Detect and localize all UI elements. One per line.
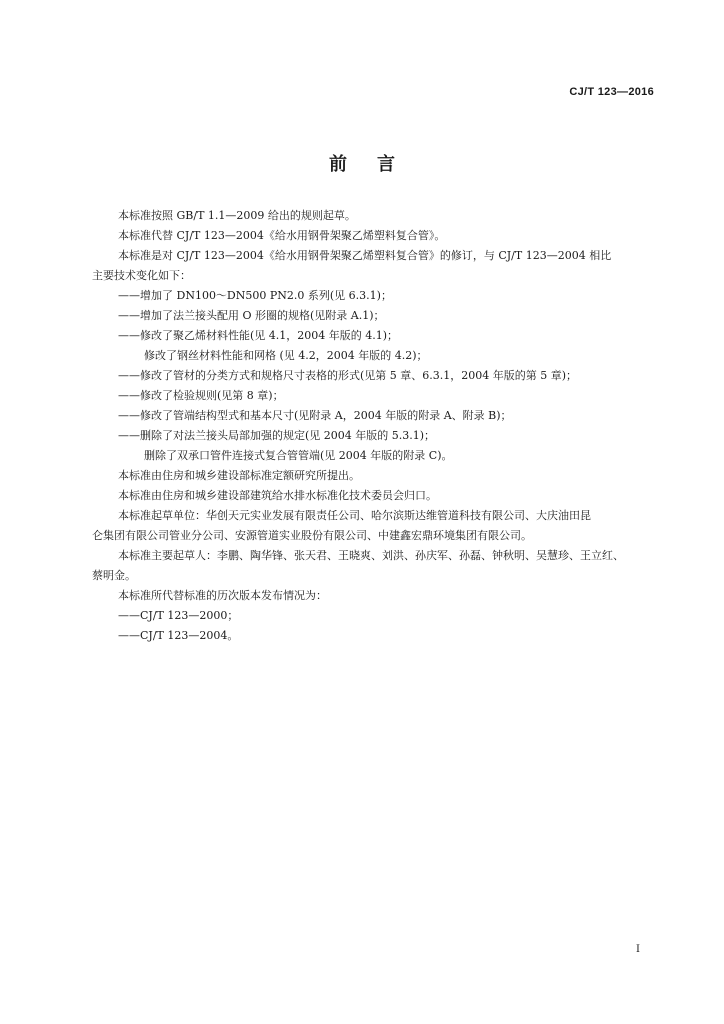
paragraph: 本标准由住房和城乡建设部标准定额研究所提出。 <box>118 469 360 482</box>
change-item: ——修改了聚乙烯材料性能(见 4.1，2004 年版的 4.1)； <box>118 329 399 342</box>
foreword-body <box>92 206 656 646</box>
version-item: ——CJ/T 123—2004。 <box>118 629 239 642</box>
paragraph: 本标准所代替标准的历次版本发布情况为： <box>118 589 327 602</box>
change-item: ——修改了管端结构型式和基本尺寸(见附录 A，2004 年版的附录 A、附录 B)； <box>118 409 512 422</box>
paragraph: 本标准由住房和城乡建设部建筑给水排水标准化技术委员会归口。 <box>118 489 437 502</box>
paragraph-continuation: 蔡明金。 <box>92 569 136 582</box>
page-number: I <box>636 944 640 955</box>
standard-number: CJ/T 123—2016 <box>569 86 654 98</box>
change-item: ——删除了对法兰接头局部加强的规定(见 2004 年版的 5.3.1)； <box>118 429 436 442</box>
version-item: ——CJ/T 123—2000； <box>118 609 239 622</box>
change-item: 修改了钢丝材料性能和网格 (见 4.2，2004 年版的 4.2)； <box>144 349 428 362</box>
paragraph-continuation: 仑集团有限公司管业分公司、安源管道实业股份有限公司、中建鑫宏鼎环境集团有限公司。 <box>92 529 532 542</box>
paragraph: 本标准代替 CJ/T 123—2004《给水用钢骨架聚乙烯塑料复合管》。 <box>118 229 446 242</box>
paragraph: 本标准按照 GB/T 1.1—2009 给出的规则起草。 <box>118 209 356 222</box>
change-item: 删除了双承口管件连接式复合管管端(见 2004 年版的附录 C)。 <box>144 449 453 462</box>
paragraph-continuation: 主要技术变化如下： <box>92 269 191 282</box>
page-title: 前言 <box>329 154 425 175</box>
change-item: ——修改了检验规则(见第 8 章)； <box>118 389 284 402</box>
change-item: ——增加了法兰接头配用 O 形圈的规格(见附录 A.1)； <box>118 309 385 322</box>
change-item: ——增加了 DN100～DN500 PN2.0 系列(见 6.3.1)； <box>118 289 392 302</box>
paragraph: 本标准主要起草人：李鹏、陶华锋、张天君、王晓爽、刘洪、孙庆军、孙磊、钟秋明、吴慧珍、王立红、 <box>118 549 624 562</box>
change-item: ——修改了管材的分类方式和规格尺寸表格的形式(见第 5 章、6.3.1，2004 年版的第 5 章)； <box>118 369 578 382</box>
paragraph: 本标准是对 CJ/T 123—2004《给水用钢骨架聚乙烯塑料复合管》的修订，与 CJ/T 123—2004 相比 <box>118 249 612 262</box>
paragraph: 本标准起草单位：华创天元实业发展有限责任公司、哈尔滨斯达维管道科技有限公司、大庆油田昆 <box>118 509 591 522</box>
